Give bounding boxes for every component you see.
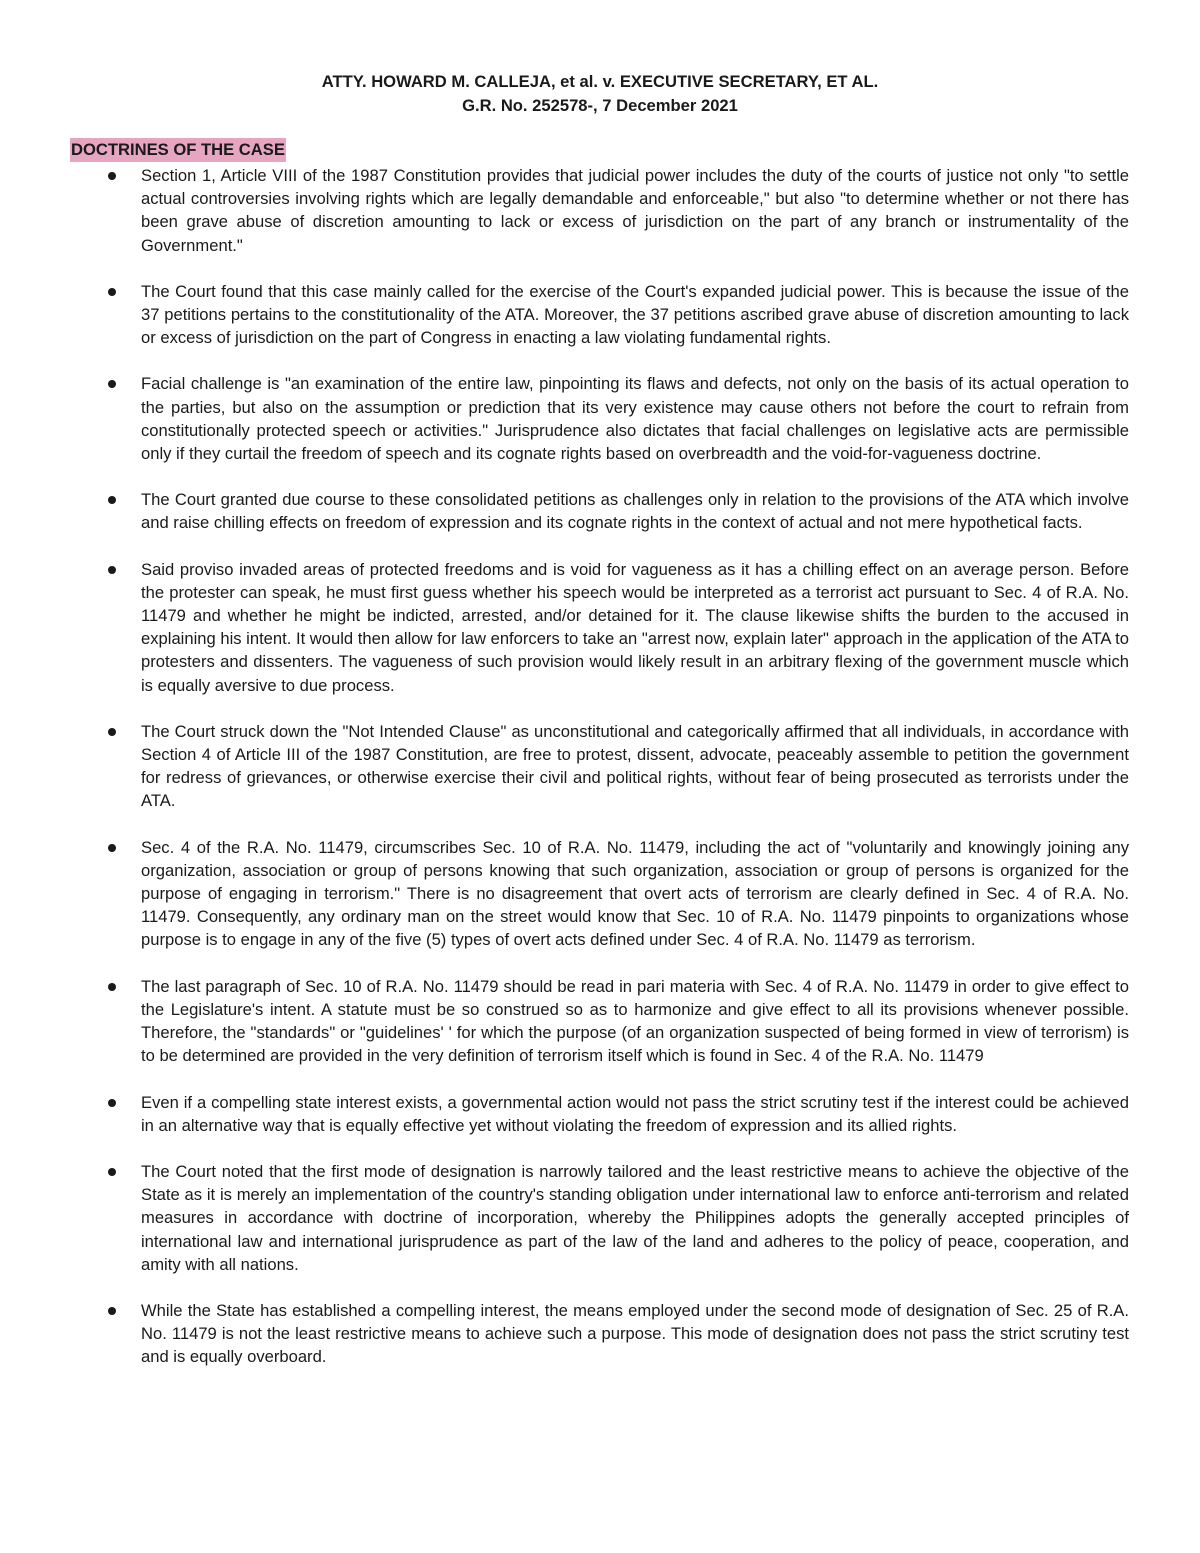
doctrine-text: The Court granted due course to these consolidated petitions as challenges only in relation to the provisions of the ATA which involve and raise chilling effects on freedom of expression and its cognate rights in the context of actual and not mere hypothetical facts. (141, 490, 1129, 533)
doctrine-item (0, 488, 1200, 534)
doctrines-list (0, 164, 1200, 1392)
doctrine-item (0, 558, 1200, 697)
doctrine-item (0, 164, 1200, 257)
bullet-icon (108, 288, 116, 296)
doctrine-text: Said proviso invaded areas of protected freedoms and is void for vagueness as it has a chilling effect on an average person. Before the protester can speak, he must first guess whether his speech would be interpreted as a terrorist act pursuant to Sec. 4 of R.A. No. 11479 and whether he might be indicted, arrested, and/or detained for it. The clause likewise shifts the burden to the accused in explaining his intent. It would then allow for law enforcers to take an "arrest now, explain later" approach in the application of the ATA to protesters and dissenters. The vagueness of such provision would likely result in an arbitrary flexing of the government muscle which is equally aversive to due process. (141, 559, 1130, 695)
bullet-icon (108, 728, 116, 736)
bullet-icon (108, 172, 116, 180)
doctrine-item (0, 1299, 1200, 1369)
doctrine-text: The last paragraph of Sec. 10 of R.A. No. 11479 should be read in pari materia with Sec. 4 of R.A. No. 11479 in order to give effect to the Legislature's intent. A statute must be so construed so as to harmonize and give effect to all its provisions whenever possible. Therefore, the "standards" or "guidelines' ' for which the purpose (of an organization suspected of being formed in view of terrorism) is to be determined are provided in the very definition of terrorism itself which is found in Sec. 4 of the R.A. No. 11479 (141, 976, 1129, 1066)
bullet-icon (108, 844, 116, 852)
case-title: ATTY. HOWARD M. CALLEJA, et al. v. EXECUTIVE SECRETARY, ET AL. (321, 72, 879, 91)
doctrine-text: Even if a compelling state interest exists, a governmental action would not pass the strict scrutiny test if the interest could be achieved in an alternative way that is equally effective yet without violating the freedom of expression and its allied rights. (141, 1092, 1129, 1135)
bullet-icon (108, 1307, 116, 1315)
bullet-icon (108, 983, 116, 991)
doctrine-item (0, 720, 1200, 813)
doctrine-item (0, 836, 1200, 952)
doctrine-text: The Court noted that the first mode of designation is narrowly tailored and the least restrictive means to achieve the objective of the State as it is merely an implementation of the country's standing obligation under international law to enforce anti-terrorism and related measures in accordance with doctrine of incorporation, whereby the Philippines adopts the generally accepted principles of international law and international jurisprudence as part of the law of the land and adheres to the policy of peace, cooperation, and amity with all nations. (141, 1161, 1129, 1274)
doctrine-text: The Court found that this case mainly called for the exercise of the Court's expanded judicial power. This is because the issue of the 37 petitions pertains to the constitutionality of the ATA. Moreover, the 37 petitions ascribed grave abuse of discretion amounting to lack or excess of jurisdiction on the part of Congress in enacting a law violating fundamental rights. (141, 281, 1129, 348)
doctrine-text: While the State has established a compelling interest, the means employed under the second mode of designation of Sec. 25 of R.A. No. 11479 is not the least restrictive means to achieve such a purpose. This mode of designation does not pass the strict scrutiny test and is equally overboard. (141, 1300, 1129, 1367)
doctrine-item (0, 372, 1200, 465)
doctrine-text: The Court struck down the "Not Intended Clause" as unconstitutional and categorically affirmed that all individuals, in accordance with Section 4 of Article III of the 1987 Constitution, are free to protest, dissent, advocate, peaceably assemble to petition the government for redress of grievances, or otherwise exercise their civil and political rights, without fear of being prosecuted as terrorists under the ATA. (141, 721, 1129, 811)
doctrine-text: Section 1, Article VIII of the 1987 Constitution provides that judicial power includes the duty of the courts of justice not only "to settle actual controversies involving rights which are legally demandable and enforceable," but also "to determine whether or not there has been grave abuse of discretion amounting to lack or excess of jurisdiction on the part of any branch or instrumentality of the Government." (141, 166, 1129, 255)
case-citation: G.R. No. 252578-, 7 December 2021 (462, 96, 738, 115)
bullet-icon (108, 1168, 116, 1176)
doctrine-text: Facial challenge is "an examination of the entire law, pinpointing its flaws and defects, not only on the basis of its actual operation to the parties, but also on the assumption or prediction that its very existence may cause others not before the court to refrain from constitutionally protected speech or activities." Jurisprudence also dictates that facial challenges on legislative acts are permissible only if they curtail the freedom of speech and its cognate rights based on overbreadth and the void-for-vagueness doctrine. (141, 374, 1129, 464)
doctrine-item (0, 280, 1200, 350)
doctrine-text: Sec. 4 of the R.A. No. 11479, circumscribes Sec. 10 of R.A. No. 11479, including the act of "voluntarily and knowingly joining any organization, association or group of persons knowing that such organization, association or group of persons is organized for the purpose of engaging in terrorism." There is no disagreement that overt acts of terrorism are clearly defined in Sec. 4 of R.A. No. 11479. Consequently, any ordinary man on the street would know that Sec. 10 of R.A. No. 11479 pinpoints to organizations whose purpose is to engage in any of the five (5) types of overt acts defined under Sec. 4 of R.A. No. 11479 as terrorism. (141, 837, 1129, 950)
doctrine-item (0, 1091, 1200, 1137)
bullet-icon (108, 1099, 116, 1107)
bullet-icon (108, 380, 116, 388)
doctrine-item (0, 1160, 1200, 1276)
doctrine-item (0, 975, 1200, 1068)
case-header (0, 70, 1200, 118)
bullet-icon (108, 496, 116, 504)
section-heading: DOCTRINES OF THE CASE (70, 138, 286, 162)
bullet-icon (108, 566, 116, 574)
